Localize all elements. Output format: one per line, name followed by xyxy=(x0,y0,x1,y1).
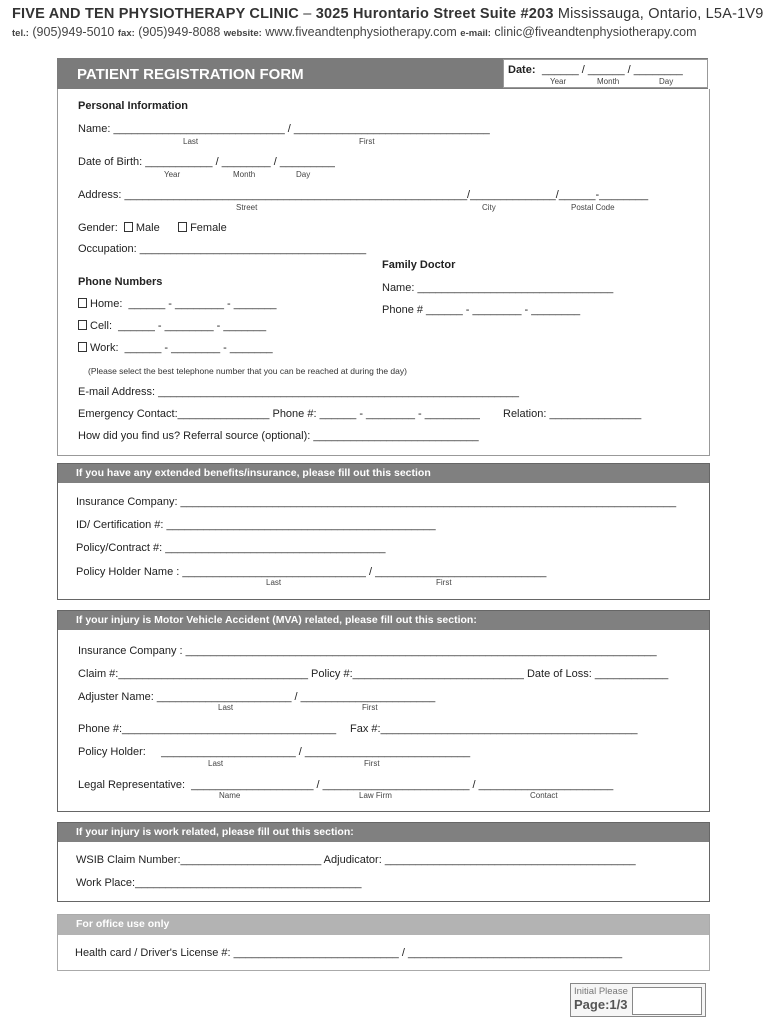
work-checkbox[interactable] xyxy=(78,342,87,352)
benefits-band xyxy=(58,464,709,483)
mva-legal-firm-caption: Law Firm xyxy=(359,791,392,800)
personal-heading: Personal Information xyxy=(78,100,189,112)
phone-note: (Please select the best telephone number that you can be reached at during the day) xyxy=(88,366,407,376)
name-field[interactable]: Name: ____________________________ / ________________________________ xyxy=(78,123,490,135)
benefits-policy-field[interactable]: Policy/Contract #: ____________________________________ xyxy=(76,542,386,554)
cell-phone-row xyxy=(78,320,266,332)
benefits-holder-first-caption: First xyxy=(436,578,452,587)
benefits-id-field[interactable]: ID/ Certification #: ____________________________________________ xyxy=(76,519,436,531)
address-field[interactable]: Address: ________________________________________________________/______________/______-________ xyxy=(78,189,649,201)
benefits-section xyxy=(57,463,710,600)
mva-fax-field[interactable]: Fax #:__________________________________________ xyxy=(350,723,638,735)
email-link[interactable]: clinic@fiveandtenphysiotherapy.com xyxy=(494,25,697,39)
mva-adjuster-first-caption: First xyxy=(362,703,378,712)
header-dash: – xyxy=(303,6,312,22)
wsib-field[interactable]: WSIB Claim Number:_______________________ Adjudicator: _________________________________________ xyxy=(76,854,636,866)
clinic-header xyxy=(12,6,764,22)
dob-day-caption: Day xyxy=(296,170,311,179)
clinic-contacts xyxy=(12,25,697,39)
form-title: PATIENT REGISTRATION FORM xyxy=(77,66,304,83)
mva-holder-first-caption: First xyxy=(364,759,380,768)
office-section xyxy=(57,914,710,971)
mva-legal-field[interactable]: Legal Representative: ____________________ / ________________________ / ______________________ xyxy=(78,779,614,791)
initial-field[interactable] xyxy=(632,987,702,1015)
page-initial-box xyxy=(570,983,706,1017)
benefits-holder-field[interactable]: Policy Holder Name : ______________________________ / ____________________________ xyxy=(76,566,547,578)
female-label: Female xyxy=(190,222,227,234)
referral-field[interactable]: How did you find us? Referral source (optional): ___________________________ xyxy=(78,430,479,442)
clinic-street-address: 3025 Hurontario Street Suite #203 xyxy=(315,6,554,22)
mva-insurance-field[interactable]: Insurance Company : _____________________________________________________________________________ xyxy=(78,645,657,657)
workplace-field[interactable]: Work Place:_____________________________________ xyxy=(76,877,362,889)
mva-heading: If your injury is Motor Vehicle Accident (MVA) related, please fill out this section: xyxy=(76,614,477,626)
name-first-caption: First xyxy=(359,137,375,146)
gender-label: Gender: xyxy=(78,222,118,234)
email-label: e-mail: xyxy=(460,28,491,39)
tel-value: (905)949-5010 xyxy=(32,25,115,39)
date-label: Date: xyxy=(508,64,536,76)
form-title-bar xyxy=(57,58,708,89)
doctor-name-field[interactable]: Name: ________________________________ xyxy=(382,282,614,294)
doctor-phone-field[interactable]: Phone # ______ - ________ - ________ xyxy=(382,304,581,316)
dob-field[interactable]: Date of Birth: ___________ / ________ / _________ xyxy=(78,156,335,168)
work-phone-field[interactable]: ______ - ________ - _______ xyxy=(124,342,273,354)
cell-checkbox[interactable] xyxy=(78,320,87,330)
website-link[interactable]: www.fiveandtenphysiotherapy.com xyxy=(265,25,457,39)
cell-label: Cell: xyxy=(90,320,113,332)
initial-label: Initial Please xyxy=(574,986,628,997)
office-band xyxy=(58,915,709,935)
personal-section-frame xyxy=(57,89,710,456)
address-street-caption: Street xyxy=(236,203,258,212)
home-phone-field[interactable]: ______ - ________ - _______ xyxy=(128,298,277,310)
mva-band xyxy=(58,611,709,630)
email-field[interactable]: E-mail Address: ___________________________________________________________ xyxy=(78,386,520,398)
address-postal-caption: Postal Code xyxy=(571,203,615,212)
female-checkbox[interactable] xyxy=(178,222,187,232)
name-last-caption: Last xyxy=(183,137,199,146)
occupation-field[interactable]: Occupation: _____________________________________ xyxy=(78,243,367,255)
mva-section xyxy=(57,610,710,812)
mva-legal-contact-caption: Contact xyxy=(530,791,558,800)
benefits-holder-last-caption: Last xyxy=(266,578,282,587)
home-checkbox[interactable] xyxy=(78,298,87,308)
home-phone-row xyxy=(78,298,277,310)
date-field[interactable]: ______ / ______ / ________ xyxy=(542,64,683,76)
page-number: Page:1/3 xyxy=(574,997,628,1012)
gender-row xyxy=(78,222,227,234)
doctor-heading: Family Doctor xyxy=(382,259,456,271)
fax-value: (905)949-8088 xyxy=(138,25,221,39)
benefits-insurance-field[interactable]: Insurance Company: _________________________________________________________________________________ xyxy=(76,496,677,508)
dob-month-caption: Month xyxy=(233,170,256,179)
date-day-caption: Day xyxy=(659,77,674,86)
work-band xyxy=(58,823,709,842)
phone-heading: Phone Numbers xyxy=(78,276,163,288)
website-label: website: xyxy=(223,28,262,39)
mva-legal-name-caption: Name xyxy=(219,791,241,800)
benefits-heading: If you have any extended benefits/insurance, please fill out this section xyxy=(76,467,431,479)
mva-claim-field[interactable]: Claim #:_______________________________ Policy #:____________________________ Date of Loss: ____________ xyxy=(78,668,669,680)
work-heading: If your injury is work related, please fill out this section: xyxy=(76,826,354,838)
male-label: Male xyxy=(135,222,160,234)
mva-phone-field[interactable]: Phone #:___________________________________ xyxy=(78,723,337,735)
clinic-name: FIVE AND TEN PHYSIOTHERAPY CLINIC xyxy=(12,6,299,22)
mva-adjuster-last-caption: Last xyxy=(218,703,234,712)
home-label: Home: xyxy=(90,298,123,310)
address-city-caption: City xyxy=(482,203,496,212)
fax-label: fax: xyxy=(117,28,135,39)
mva-holder-last-caption: Last xyxy=(208,759,224,768)
mva-holder-field[interactable]: Policy Holder: ______________________ / ___________________________ xyxy=(78,746,471,758)
health-card-field[interactable]: Health card / Driver's License #: ___________________________ / ___________________________________ xyxy=(75,947,623,959)
male-checkbox[interactable] xyxy=(124,222,133,232)
date-month-caption: Month xyxy=(597,77,620,86)
cell-phone-field[interactable]: ______ - ________ - _______ xyxy=(118,320,267,332)
tel-label: tel.: xyxy=(12,28,29,39)
work-section xyxy=(57,822,710,902)
mva-adjuster-field[interactable]: Adjuster Name: ______________________ / ______________________ xyxy=(78,691,436,703)
date-year-caption: Year xyxy=(550,77,567,86)
relation-field[interactable]: Relation: _______________ xyxy=(503,408,642,420)
emergency-contact-field[interactable]: Emergency Contact:_______________ Phone #: ______ - ________ - _________ xyxy=(78,408,480,420)
clinic-city: Mississauga, Ontario, L5A-1V9 xyxy=(557,6,764,22)
work-phone-row xyxy=(78,342,273,354)
date-box[interactable] xyxy=(503,59,708,88)
dob-year-caption: Year xyxy=(164,170,181,179)
work-label: Work: xyxy=(90,342,119,354)
office-heading: For office use only xyxy=(76,918,170,930)
